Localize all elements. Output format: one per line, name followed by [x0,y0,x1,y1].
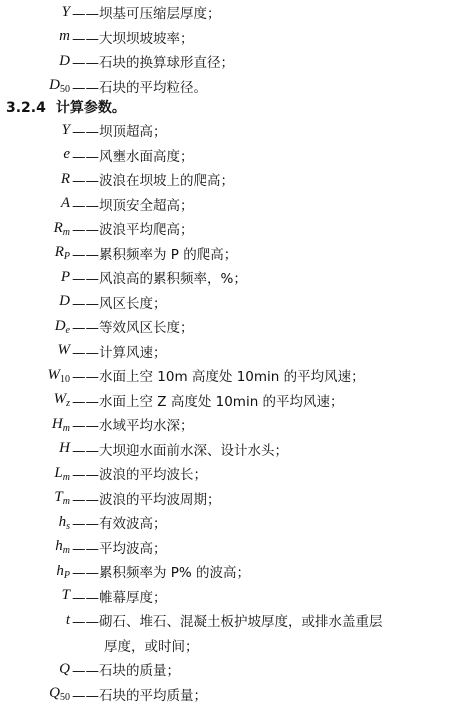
definition-text: ——平均波高； [72,540,167,557]
symbol-base: Q [59,660,70,677]
symbol-definition-row [0,74,468,98]
symbol-base: P [60,268,70,285]
symbol-definition-row [0,241,468,265]
symbol-base: R [54,244,64,260]
symbol-definition-row [0,314,468,338]
symbol-base: D [49,77,60,93]
definition-text: ——累积频率为 P% 的波高； [72,565,251,581]
symbol-base: Q [49,685,60,701]
symbol-base: h [58,513,67,530]
symbol-definition-row [0,167,468,191]
symbol-definition-row [0,118,468,142]
symbol-base: W [47,366,60,383]
definition-text: ——砌石、堆石、混凝土板护坡厚度，或排水盖重层 [72,614,383,630]
symbol-definition-row [0,216,468,240]
symbol [0,269,70,286]
symbol-definition-row [0,388,468,412]
symbol-subscript: s [66,520,70,532]
symbol [0,661,70,678]
symbol-base: h [56,562,64,579]
symbol [0,244,70,261]
symbol-base: W [57,342,70,358]
symbol-base: D [59,52,70,69]
definition-text: ——风壅水面高度； [72,148,194,165]
definition-text: ——水域平均水深； [72,418,194,434]
symbol [0,122,70,139]
symbol-subscript: 50 [60,692,70,703]
symbol-definition-row [0,657,468,681]
symbol-definition-row [0,682,468,706]
symbol-definition-row [0,559,468,583]
symbol-base: H [59,440,70,456]
definition-continuation: 厚度，或时间； [104,638,199,655]
symbol [0,293,70,310]
symbol-definition-row [0,363,468,387]
symbol-definition-row [0,535,468,559]
symbol-definition-row [0,584,468,608]
symbol-definition-row [0,339,468,363]
definition-text: ——波浪的平均波周期； [72,491,221,508]
symbol-definition-row [0,608,468,632]
symbol [0,514,70,531]
symbol-base: H [51,415,63,432]
symbol [0,77,70,94]
symbol-base: e [63,146,70,162]
symbol-base: t [65,611,70,628]
symbol [0,416,70,433]
symbol [0,538,70,555]
symbol [0,342,70,359]
symbol-base: L [54,464,63,481]
definition-text: ——石块的质量； [72,663,180,679]
definition-text: ——大坝坝坡坡率； [72,30,194,47]
symbol-base: R [60,170,70,187]
definition-text: ——坝顶超高； [72,124,167,140]
definition-text: ——计算风速； [72,344,167,361]
symbol [0,318,70,335]
section-heading [6,98,126,118]
symbol-base: T [61,587,70,603]
symbol [0,171,70,188]
symbol-subscript: e [65,324,70,336]
symbol-definition-row [0,49,468,73]
symbol-subscript: m [62,422,70,434]
symbol [0,489,70,506]
symbol-definition-row [0,143,468,167]
symbol-base: T [54,489,63,505]
symbol [0,367,70,384]
symbol [0,53,70,70]
section-number: 3.2.4 [6,100,46,116]
symbol-definition-row [0,412,468,436]
definition-text: ——水面上空 10m 高度处 10min 的平均风速； [72,369,365,385]
symbol [0,146,70,163]
symbol-definition-row [0,25,468,49]
symbol-definition-row [0,486,468,510]
definition-text: ——等效风区长度； [72,320,194,336]
definition-text: ——石块的平均质量； [72,687,207,704]
symbol-base: D [59,293,70,309]
symbol-subscript: 10 [60,373,70,385]
definition-text: ——风区长度； [72,295,167,312]
section-title: 计算参数。 [55,100,126,116]
symbol-subscript: 50 [60,84,70,95]
definition-text: ——风浪高的累积频率，%； [72,271,247,287]
symbol [0,28,70,45]
definition-text: ——大坝迎水面前水深、设计水头； [72,442,288,459]
symbol [0,563,70,580]
symbol-subscript: m [62,545,70,556]
definition-text: ——波浪的平均波长； [72,467,207,483]
symbol-base: A [60,195,70,211]
symbol [0,220,70,237]
symbol-subscript: m [62,471,70,483]
symbol [0,4,70,21]
symbol-base: m [59,28,70,44]
symbol-subscript: z [66,398,70,409]
definition-text: ——有效波高； [72,516,167,532]
symbol-definition-row [0,192,468,216]
symbol-base: h [55,538,63,554]
definition-text: ——坝基可压缩层厚度； [72,6,221,22]
symbol-base: Y [61,3,70,20]
symbol-definition-row [0,461,468,485]
symbol [0,440,70,457]
symbol [0,612,70,629]
symbol-base: R [53,219,63,236]
symbol-definition-row [0,265,468,289]
symbol-subscript: m [62,226,70,238]
symbol-subscript: m [62,496,70,507]
symbol [0,391,70,408]
symbol-base: W [53,391,67,407]
symbol [0,587,70,604]
symbol-base: D [54,317,66,334]
definition-text: ——石块的平均粒径。 [72,79,207,96]
definition-text: ——波浪平均爬高； [72,222,194,238]
symbol-subscript: P [63,569,70,581]
definition-text: ——石块的换算球形直径； [72,55,234,71]
definition-text: ——波浪在坝坡上的爬高； [72,173,234,189]
definition-text: ——坝顶安全超高； [72,197,194,214]
symbol-definition-row [0,510,468,534]
definition-text: ——累积频率为 P 的爬高； [72,246,238,263]
symbol-definition-row [0,290,468,314]
symbol [0,195,70,212]
definition-text: ——水面上空 Z 高度处 10min 的平均风速； [72,393,344,410]
symbol [0,685,70,702]
symbol-definition-row [0,437,468,461]
definition-text: ——帷幕厚度； [72,589,167,606]
symbol [0,465,70,482]
symbol-base: Y [61,121,70,138]
symbol-definition-row [0,0,468,24]
symbol-subscript: P [63,251,70,262]
